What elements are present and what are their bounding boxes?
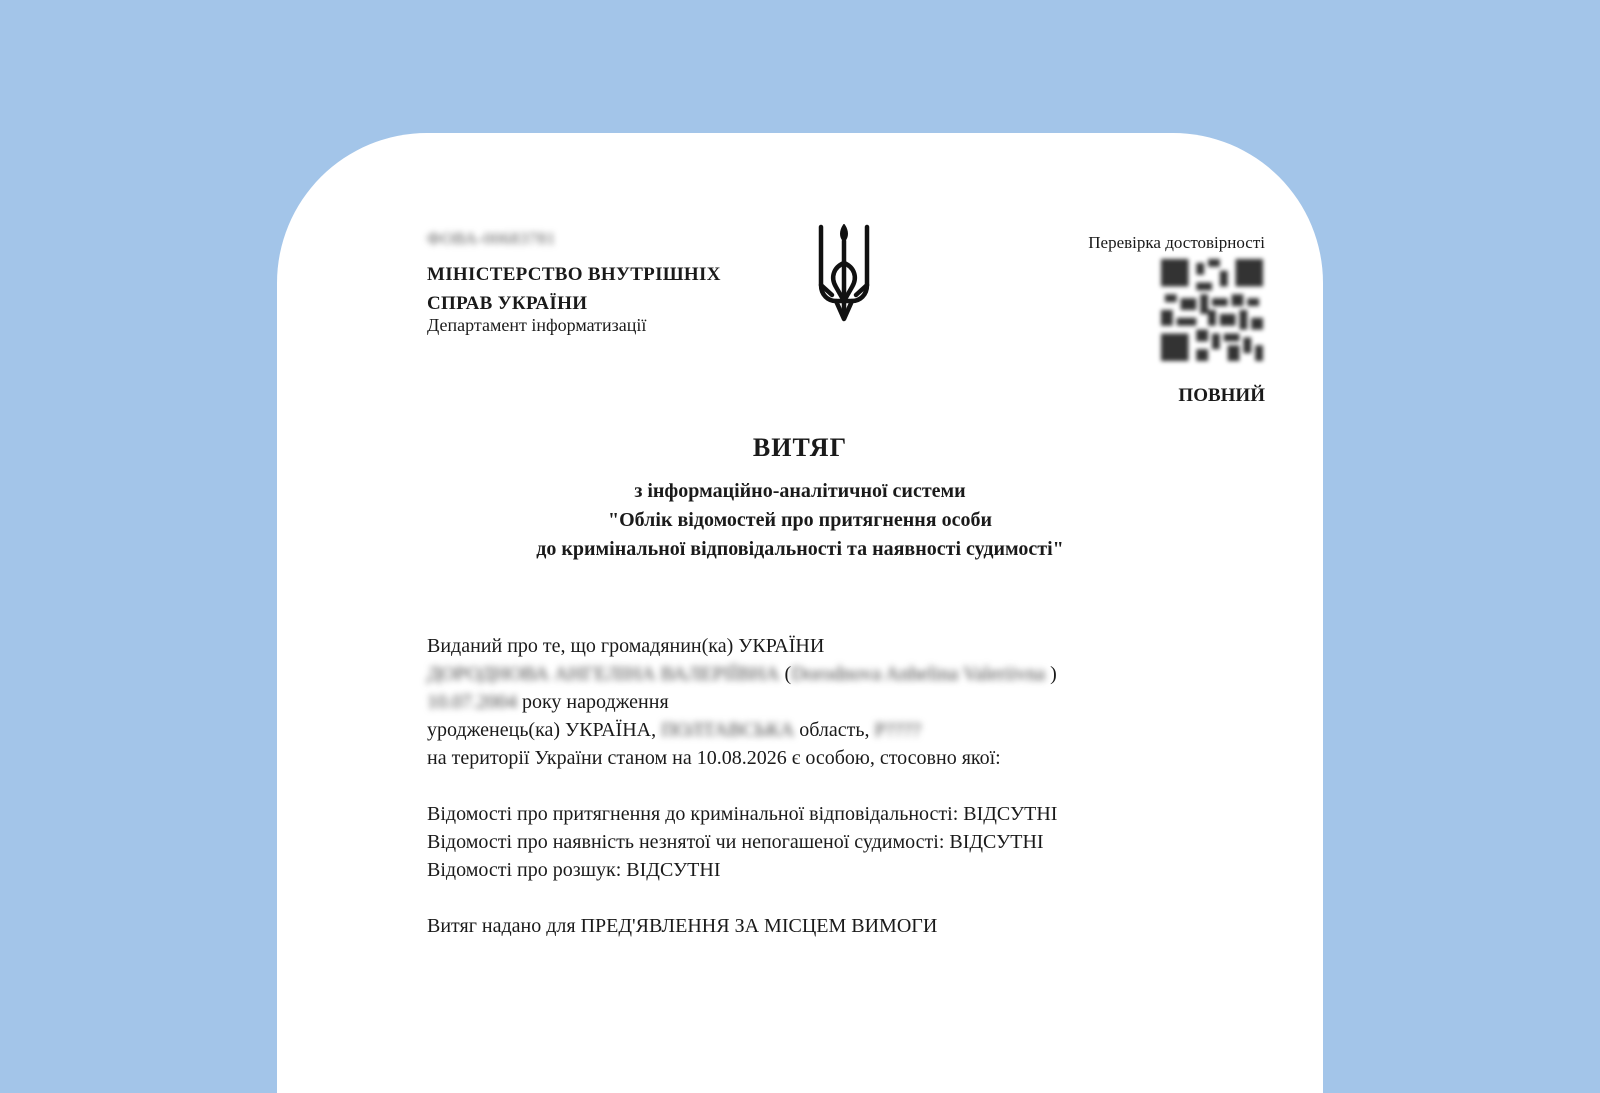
title-line-1: з інформаційно-аналітичної системи <box>634 480 966 502</box>
body-status-line: на території України станом на 10.08.2026 є особою, стосовно якої: <box>427 747 1001 769</box>
region-suffix: область, <box>799 719 870 741</box>
title-line-2: "Облік відомостей про притягнення особи <box>608 509 992 531</box>
redacted-name-upper: ДОРОДНОВА АНГЕЛІНА ВАЛЕРІЇВНА <box>427 663 780 685</box>
document-code: ФОВА-00683781 <box>427 229 556 248</box>
paren-open: ( <box>784 663 792 685</box>
title-line-3: до кримінальної відповідальності та наявності судимості" <box>536 538 1064 560</box>
ministry-name-line2: СПРАВ УКРАЇНИ <box>427 293 588 314</box>
qr-code-icon[interactable] <box>1160 259 1264 361</box>
paren-close: ) <box>1050 663 1057 685</box>
wanted-line: Відомості про розшук: ВІДСУТНІ <box>427 859 721 881</box>
redacted-birth-date: 10.07.2004 <box>427 691 517 713</box>
trident-coat-of-arms-icon <box>814 223 874 323</box>
redacted-city: Р???? <box>874 719 922 741</box>
body-name-line <box>427 660 1277 688</box>
criminal-liability-line: Відомості про притягнення до кримінальної відповідальності: ВІДСУТНІ <box>427 803 1058 825</box>
conviction-line: Відомості про наявність незнятої чи непогашеної судимості: ВІДСУТНІ <box>427 831 1044 853</box>
title-main: ВИТЯГ <box>752 433 848 462</box>
ministry-name-line1: МІНІСТЕРСТВО ВНУТРІШНІХ <box>427 264 721 285</box>
ministry-name <box>427 260 721 318</box>
body-birthplace-line <box>427 716 1277 744</box>
verification-label: Перевірка достовірності <box>1088 233 1265 252</box>
redacted-region: ПОЛТАВСЬКА <box>661 719 795 741</box>
body-citizenship-line: Виданий про те, що громадянин(ка) УКРАЇНИ <box>427 635 825 657</box>
department-name: Департамент інформатизації <box>427 315 647 335</box>
document-title <box>277 433 1323 564</box>
body-birth-line <box>427 688 1277 716</box>
extract-type-label: ПОВНИЙ <box>1178 385 1265 406</box>
birthplace-prefix: уродженець(ка) УКРАЇНА, <box>427 719 657 741</box>
purpose-line: Витяг надано для ПРЕД'ЯВЛЕННЯ ЗА МІСЦЕМ ВИМОГИ <box>427 915 938 937</box>
document-page <box>277 133 1323 1093</box>
redacted-name-latin: Dorodnova Anhelina Valeriivna <box>791 663 1046 685</box>
document-body <box>427 632 1277 940</box>
birth-suffix: року народження <box>522 691 669 713</box>
